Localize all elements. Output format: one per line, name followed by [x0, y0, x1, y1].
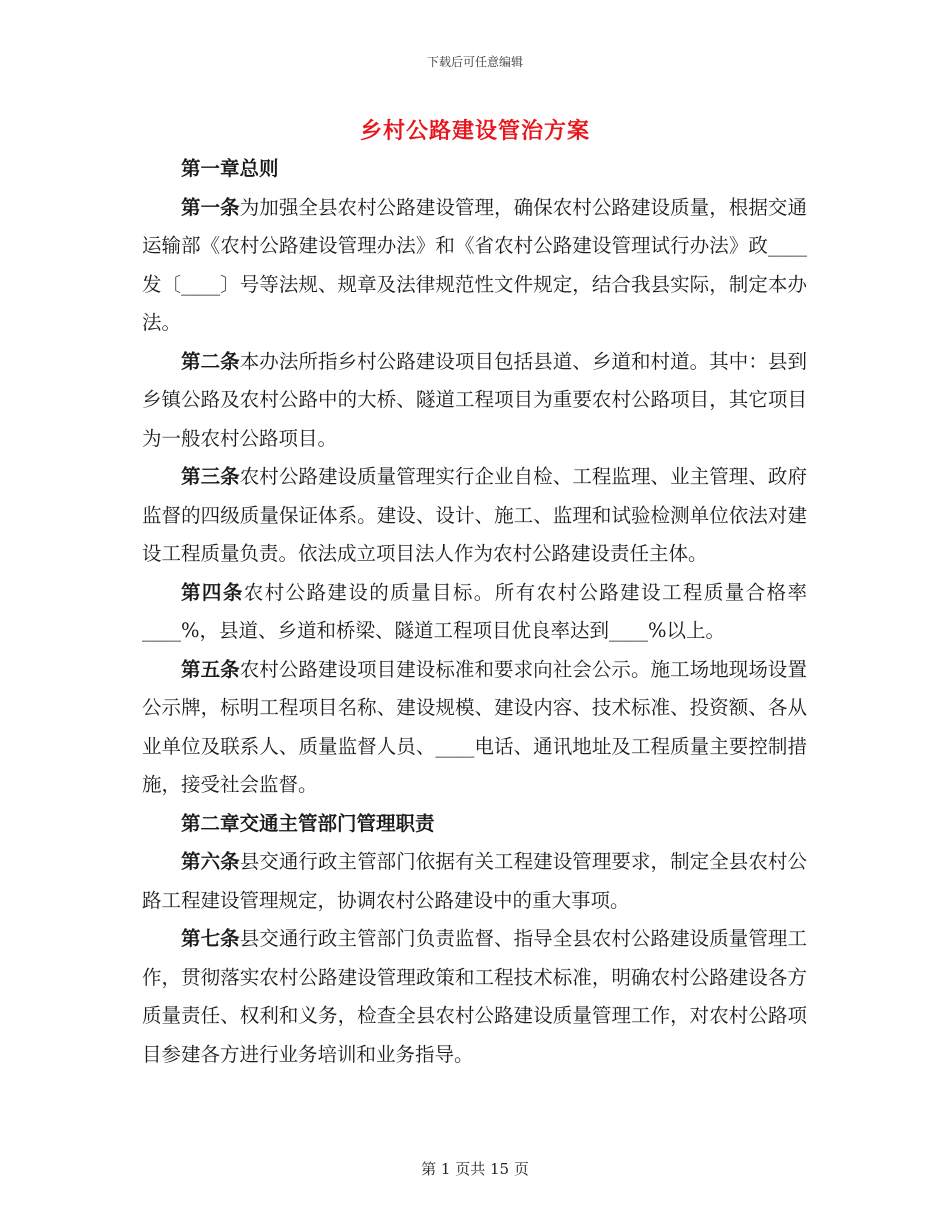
article-label: 第六条	[181, 850, 240, 873]
page-header: 下载后可任意编辑	[426, 55, 523, 69]
document-title: 乡村公路建设管治方案	[359, 118, 590, 144]
article-label: 第三条	[181, 465, 240, 488]
article-text: 农村公路建设项目建设标准和要求向社会公示。施工场地现场设置公示牌，标明工程项目名称、建设规模、建设内容、技术标准、投资额、各从业单位及联系人、质量监督人员、____电话、通讯地址及工程质量主要控制措施，接受社会监督。	[142, 657, 807, 796]
article-paragraph	[142, 843, 807, 920]
article-text: 农村公路建设的质量目标。所有农村公路建设工程质量合格率____%，县道、乡道和桥梁、隧道工程项目优良率达到____%以上。	[142, 580, 807, 642]
article-text: 为加强全县农村公路建设管理，确保农村公路建设质量，根据交通运输部《农村公路建设管理办法》和《省农村公路建设管理试行办法》政____发〔____〕号等法规、规章及法律规范性文件规定，结合我县实际，制定本办法。	[142, 195, 807, 334]
article-text: 县交通行政主管部门负责监督、指导全县农村公路建设质量管理工作，贯彻落实农村公路建设管理政策和工程技术标准，明确农村公路建设各方质量责任、权利和义务，检查全县农村公路建设质量管理工作，对农村公路项目参建各方进行业务培训和业务指导。	[142, 927, 807, 1066]
chapter-heading: 第二章交通主管部门管理职责	[181, 811, 435, 835]
article-label: 第四条	[181, 580, 244, 604]
article-paragraph	[142, 189, 807, 343]
article-paragraph	[142, 920, 807, 1074]
article-label: 第五条	[181, 657, 240, 681]
article-text: 本办法所指乡村公路建设项目包括县道、乡道和村道。其中：县到乡镇公路及农村公路中的大桥、隧道工程项目为重要农村公路项目，其它项目为一般农村公路项目。	[142, 349, 807, 450]
article-label: 第二条	[181, 349, 240, 373]
document-body	[142, 150, 807, 1074]
article-label: 第一条	[181, 195, 240, 219]
article-text: 农村公路建设质量管理实行企业自检、工程监理、业主管理、政府监督的四级质量保证体系。建设、设计、施工、监理和试验检测单位依法对建设工程质量负责。依法成立项目法人作为农村公路建设责任主体。	[142, 465, 807, 565]
article-paragraph	[142, 574, 807, 651]
article-label: 第七条	[181, 927, 240, 950]
article-text: 县交通行政主管部门依据有关工程建设管理要求，制定全县农村公路工程建设管理规定，协调农村公路建设中的重大事项。	[142, 850, 807, 912]
article-paragraph	[142, 343, 807, 459]
chapter-heading: 第一章总则	[181, 157, 279, 180]
page-footer: 第 1 页共 15 页	[421, 1160, 529, 1178]
article-paragraph	[142, 458, 807, 574]
article-paragraph	[142, 651, 807, 805]
